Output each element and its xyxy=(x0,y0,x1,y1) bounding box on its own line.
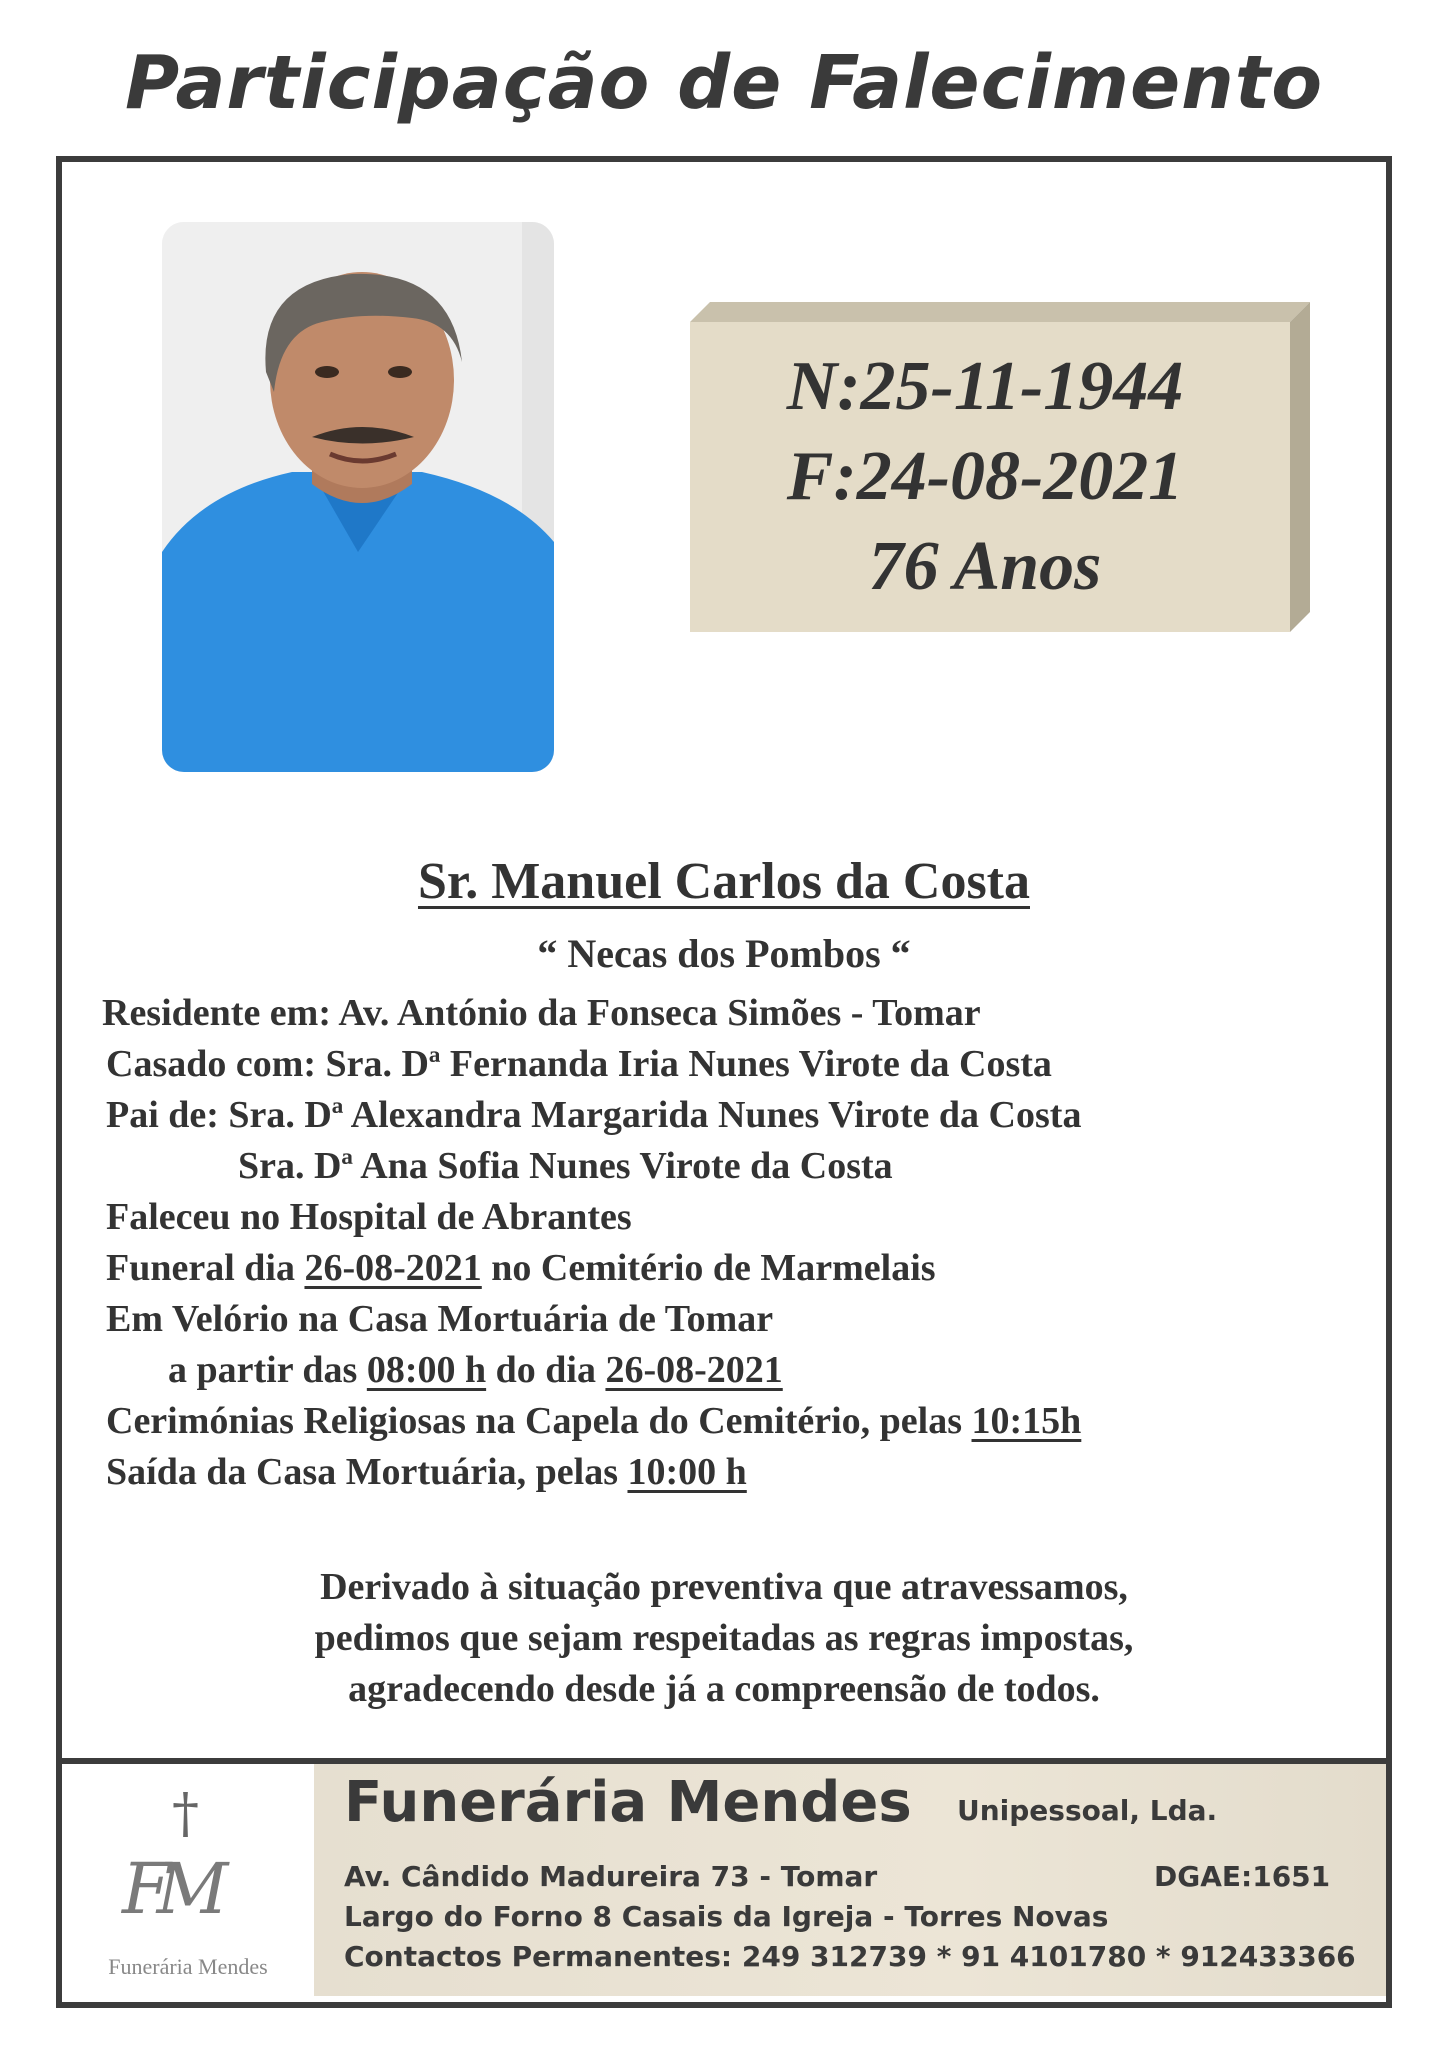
notice-line: Derivado à situação preventiva que atravessamos, xyxy=(320,1566,1128,1608)
funeral-home-address-2: Largo do Forno 8 Casais da Igreja - Torres Novas xyxy=(344,1900,1109,1933)
funeral-home-address-1: Av. Cândido Madureira 73 - Tomar xyxy=(344,1860,878,1893)
details-block xyxy=(102,988,1342,1498)
children-line: Pai de: Sra. Dª Alexandra Margarida Nunes Virote da Costa xyxy=(106,1094,1082,1136)
children-line-2: Sra. Dª Ana Sofia Nunes Virote da Costa xyxy=(238,1145,893,1187)
spouse-line: Casado com: Sra. Dª Fernanda Iria Nunes Virote da Costa xyxy=(106,1043,1052,1085)
notice-line: agradecendo desde já a compreensão de todos. xyxy=(348,1668,1100,1710)
ceremony-line: Cerimónias Religiosas na Capela do Cemitério, pelas 10:15h xyxy=(106,1400,1082,1442)
funeral-home-contacts: Contactos Permanentes: 249 312739 * 91 4101780 * 912433366 xyxy=(344,1940,1356,1973)
funeral-home-license: DGAE:1651 xyxy=(1154,1860,1331,1893)
notice-line: pedimos que sejam respeitadas as regras impostas, xyxy=(314,1617,1134,1659)
death-date: F:24-08-2021 xyxy=(786,438,1184,515)
birth-date: N:25-11-1944 xyxy=(786,348,1184,425)
place-of-death-line: Faleceu no Hospital de Abrantes xyxy=(106,1196,632,1238)
funeral-home-logo xyxy=(62,1764,314,1996)
deceased-name: Sr. Manuel Carlos da Costa xyxy=(417,853,1030,910)
cross-icon: † xyxy=(172,1782,199,1845)
deceased-photo xyxy=(162,222,554,772)
funeral-home-footer xyxy=(62,1758,1386,1996)
wake-line: Em Velório na Casa Mortuária de Tomar xyxy=(106,1298,774,1340)
monogram: FM xyxy=(122,1848,215,1930)
funeral-home-info xyxy=(314,1764,1386,1996)
age: 76 Anos xyxy=(868,528,1102,605)
deceased-nickname: “ Necas dos Pombos “ xyxy=(537,931,911,976)
page-title: Participação de Falecimento xyxy=(124,40,1324,126)
funeral-home-suffix: Unipessoal, Lda. xyxy=(957,1794,1218,1827)
obituary-frame xyxy=(56,156,1392,2008)
funeral-line: Funeral dia 26-08-2021 no Cemitério de Marmelais xyxy=(106,1247,936,1289)
logo-caption: Funerária Mendes xyxy=(108,1954,268,1979)
notice xyxy=(62,1562,1386,1715)
residence-line: Residente em: Av. António da Fonseca Simões - Tomar xyxy=(102,992,981,1034)
dates-plaque xyxy=(690,302,1310,632)
wake-time-line: a partir das 08:00 h do dia 26-08-2021 xyxy=(168,1349,783,1391)
departure-line: Saída da Casa Mortuária, pelas 10:00 h xyxy=(106,1451,747,1493)
funeral-home-name: Funerária Mendes xyxy=(344,1770,912,1835)
